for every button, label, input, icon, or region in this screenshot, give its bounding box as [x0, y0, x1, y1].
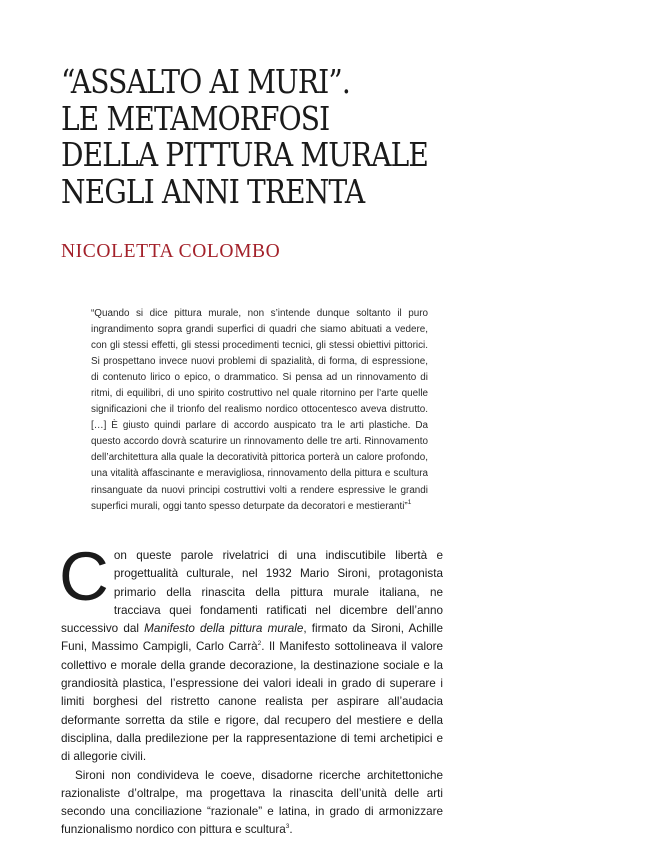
- footnote-ref: 1: [407, 498, 412, 506]
- title-line: DELLA PITTURA MURALE: [61, 135, 429, 174]
- footnote-ref: 3: [285, 823, 290, 831]
- title-line: LE METAMORFOSI: [61, 98, 330, 138]
- author-name: NICOLETTA COLOMBO: [61, 241, 281, 262]
- epigraph-quote: [91, 306, 428, 515]
- paragraph-text: Sironi non condivideva le coeve, disadorne ricerche architettoniche razionaliste d’oltralpe, ma progettava la rinascita dell’unità delle arti secondo una conciliazione “razionale” e latina, in grado di armonizzare funzionalismo nordico con pittura e scultura: [61, 768, 443, 837]
- article-body: [59, 538, 443, 840]
- paragraph-text: . Il Manifesto sottolineava il valore collettivo e morale della grande decorazione, la destinazione sociale e la grandiosità plastica, l’espressione dei valori ideali in grado di superare i limiti borghesi del ristretto canone realista per aspirare all’audacia deformante sorretta da stile e rigore, dal recupero del mestiere e della disciplina, dalla predilezione per la rappresentazione di temi archetipici e di allegorie civili.: [61, 640, 443, 764]
- body-paragraph: [59, 538, 443, 767]
- body-paragraph: [61, 767, 443, 840]
- drop-cap: C: [59, 538, 109, 615]
- title-line: “ASSALTO AI MURI”.: [61, 62, 350, 101]
- footnote-ref: 2: [257, 640, 262, 648]
- article-title: [61, 64, 537, 210]
- paragraph-text: .: [289, 823, 293, 837]
- paragraph-text: , firmato da Sironi, Achille Funi, Massimo Campigli, Carlo Carrà: [61, 622, 443, 654]
- title-line: NEGLI ANNI TRENTA: [61, 171, 365, 211]
- paragraph-text: on queste parole rivelatrici di una indiscutibile libertà e progettualità culturale, nel 1932 Mario Sironi, protagonista primario della rinascita della pittura murale italiana, ne tracciava quei fondamenti ratificati nel dicembre dell’anno successivo dal: [61, 549, 443, 636]
- epigraph-text: “Quando si dice pittura murale, non s’intende dunque soltanto il puro ingrandimento sopra grandi superfici di quadri che siamo abituati a vedere, con gli stessi effetti, gli stessi procedimenti tecnici, gli stessi obiettivi pittorici. Si prospettano invece nuovi problemi di spazialità, di forma, di espressione, di contenuto lirico o epico, o drammatico. Si pensa ad un rinnovamento di ritmi, di equilibri, di uno spirito costruttivo nel quale ritornino per l’arte quelle significazioni che il trionfo del realismo nordico ottocentesco aveva distrutto. […] È giusto quindi parlare di accordo auspicato tra le arti plastiche. Da questo accordo dovrà scaturire un rinnovamento delle tre arti. Rinnovamento dell’architettura alla quale la decoratività pittorica porterà un calore profondo, una vitalità affascinante e meravigliosa, rinnovamento della pittura e scultura rinsanguate da nuovi principi costruttivi volti a rendere espressive le grandi superfici murali, oggi tanto spesso deturpate da decoratori e mestieranti”: [91, 308, 428, 512]
- manifesto-title: Manifesto della pittura murale: [144, 622, 304, 636]
